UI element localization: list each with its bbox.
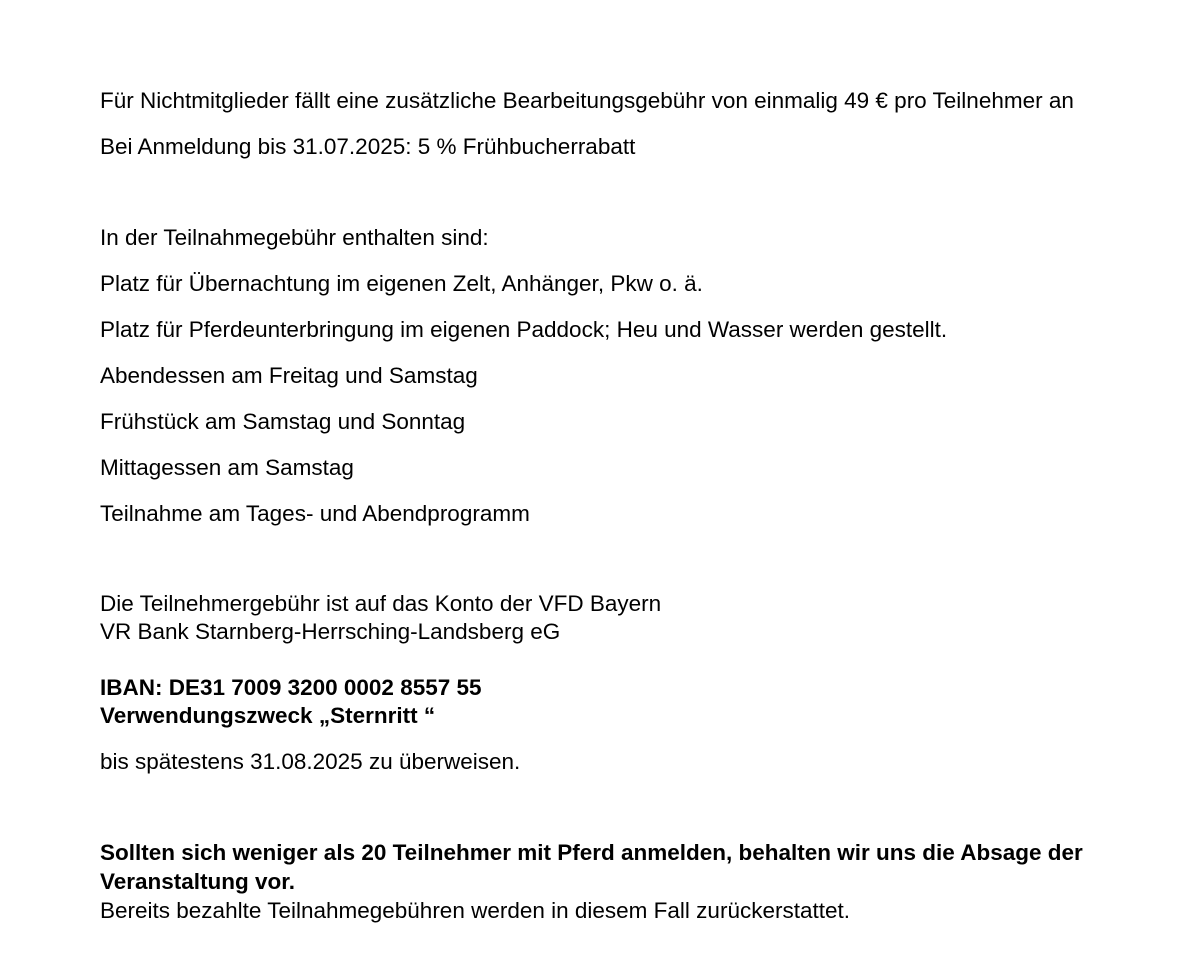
included-item: Teilnahme am Tages- und Abendprogramm: [100, 501, 530, 526]
iban-text: IBAN: DE31 7009 3200 0002 8557 55: [100, 675, 482, 700]
early-bird-text: Bei Anmeldung bis 31.07.2025: 5 % Frühbucherrabatt: [100, 134, 636, 159]
included-item: Mittagessen am Samstag: [100, 455, 354, 480]
included-item: Abendessen am Freitag und Samstag: [100, 363, 478, 388]
cancellation-notice: Sollten sich weniger als 20 Teilnehmer mit Pferd anmelden, behalten wir uns die Absage der Veranstaltung vor.: [100, 840, 1083, 894]
refund-text: Bereits bezahlte Teilnahmegebühren werden in diesem Fall zurückerstattet.: [100, 898, 850, 923]
bank-line: VR Bank Starnberg-Herrsching-Landsberg eG: [100, 619, 561, 644]
non-member-fee-text: Für Nichtmitglieder fällt eine zusätzliche Bearbeitungsgebühr von einmalig 49 € pro Teilnehmer an: [100, 88, 1074, 113]
included-item: Platz für Pferdeunterbringung im eigenen Paddock; Heu und Wasser werden gestellt.: [100, 317, 948, 342]
included-item: Platz für Übernachtung im eigenen Zelt, Anhänger, Pkw o. ä.: [100, 271, 703, 296]
included-item: Frühstück am Samstag und Sonntag: [100, 409, 466, 434]
included-heading: In der Teilnahmegebühr enthalten sind:: [100, 225, 489, 250]
payment-reference: Verwendungszweck „Sternritt “: [100, 703, 436, 728]
document-page: [100, 86, 1130, 925]
payment-deadline: bis spätestens 31.08.2025 zu überweisen.: [100, 749, 521, 774]
account-line: Die Teilnehmergebühr ist auf das Konto der VFD Bayern: [100, 591, 662, 616]
